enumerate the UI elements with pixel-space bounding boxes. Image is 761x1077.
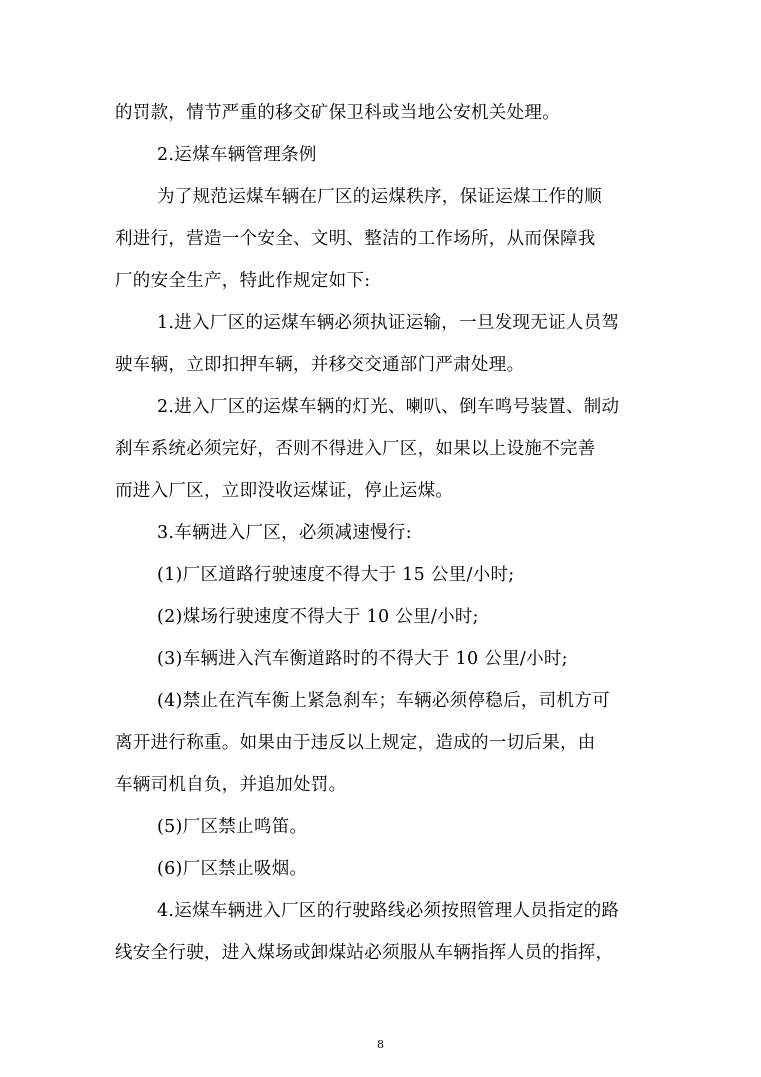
text-line: 的罚款，情节严重的移交矿保卫科或当地公安机关处理。 bbox=[115, 103, 560, 123]
text-line: 3.车辆进入厂区，必须减速慢行: bbox=[157, 523, 412, 543]
text-line: 利进行，营造一个安全、文明、整洁的工作场所，从而保障我 bbox=[115, 229, 596, 249]
text-line: (2)煤场行驶速度不得大于 10 公里/小时; bbox=[157, 607, 479, 627]
text-line: (4)禁止在汽车衡上紧急刹车；车辆必须停稳后，司机方可 bbox=[157, 691, 610, 711]
text-line: 1.进入厂区的运煤车辆必须执证运输，一旦发现无证人员驾 bbox=[157, 313, 620, 333]
text-line: (6)厂区禁止吸烟。 bbox=[157, 859, 308, 879]
text-line: 2.进入厂区的运煤车辆的灯光、喇叭、倒车鸣号装置、制动 bbox=[157, 397, 620, 417]
text-line: (1)厂区道路行驶速度不得大于 15 公里/小时; bbox=[157, 565, 515, 585]
text-line: 车辆司机自负，并追加处罚。 bbox=[115, 775, 347, 795]
text-line: 线安全行驶，进入煤场或卸煤站必须服从车辆指挥人员的指挥， bbox=[115, 943, 614, 963]
text-line: 厂的安全生产，特此作规定如下: bbox=[115, 271, 371, 291]
text-line: (3)车辆进入汽车衡道路时的不得大于 10 公里/小时; bbox=[157, 649, 568, 669]
text-line: 而进入厂区，立即没收运煤证，停止运煤。 bbox=[115, 481, 454, 501]
text-line: (5)厂区禁止鸣笛。 bbox=[157, 817, 308, 837]
text-line: 驶车辆，立即扣押车辆，并移交交通部门严肃处理。 bbox=[115, 355, 525, 375]
document-body bbox=[115, 92, 643, 974]
text-line: 刹车系统必须完好，否则不得进入厂区，如果以上设施不完善 bbox=[115, 439, 596, 459]
section-heading: 2.运煤车辆管理条例 bbox=[157, 145, 317, 165]
text-line: 4.运煤车辆进入厂区的行驶路线必须按照管理人员指定的路 bbox=[157, 901, 620, 921]
text-line: 离开进行称重。如果由于违反以上规定，造成的一切后果，由 bbox=[115, 733, 596, 753]
text-line: 为了规范运煤车辆在厂区的运煤秩序，保证运煤工作的顺 bbox=[157, 187, 602, 207]
page-number: 8 bbox=[377, 1038, 384, 1051]
